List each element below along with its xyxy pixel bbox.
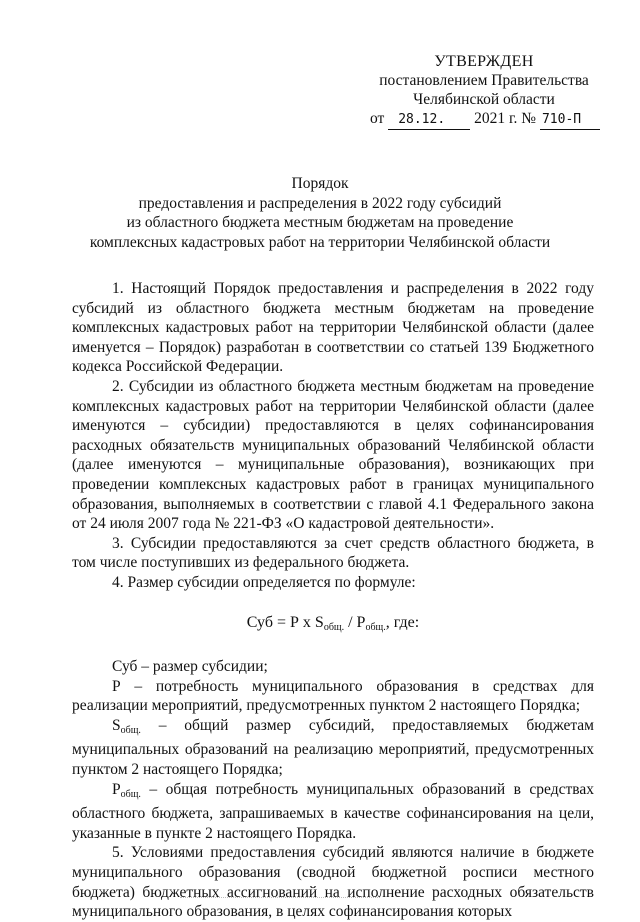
paragraph-5: 5. Условиями предоставления субсидий являются наличие в бюджете муниципального образования (сводной бюджетной росписи местного бюджета) бюджетных ассигнований на исполнение расходных обязательств муниципального образования, в целях софинансирования которых [72, 844, 594, 921]
approval-line-2: Челябинской области [413, 91, 555, 108]
formula-left: Суб = Р х S [246, 613, 324, 631]
heading-line-2: предоставления и распределения в 2022 году субсидий [138, 194, 502, 212]
definition-sub: Суб – размер субсидии; [112, 658, 268, 676]
approval-title: УТВЕРЖДЕН [434, 53, 534, 70]
approval-block [360, 52, 608, 130]
definition-p: Р – потребность муниципального образования в средствах для реализации мероприятий, предусмотренных пунктом 2 настоящего Порядка; [72, 677, 594, 715]
paragraph-2: 2. Субсидии из областного бюджета местным бюджетам на проведение комплексных кадастровых работ на территории Челябинской области (далее именуются – субсидии) предоставляются в целях софинансирования расходных обязательств муниципальных образований Челябинской области (далее именуются – муниципальные образования), возникающих при проведении комплексных кадастровых работ в границах муниципального образования, выполняемых в соответствии с главой 4.1 Федерального закона от 24 июля 2007 года № 221-ФЗ «О кадастровой деятельности». [72, 377, 594, 533]
definition-r-total [72, 780, 594, 844]
formula-right: , где: [385, 613, 420, 631]
document-heading [40, 174, 600, 252]
heading-line-1: Порядок [291, 175, 349, 192]
paragraph-4: 4. Размер субсидии определяется по формуле: [112, 573, 416, 591]
approval-number: 710-П [540, 110, 600, 130]
def-s-symbol: S [112, 716, 121, 734]
definition-s-total [72, 716, 594, 780]
approval-date: 28.12. [388, 110, 470, 130]
def-s-text: – общий размер субсидий, предоставляемых бюджетам муниципальных образований на реализацию мероприятий, предусмотренных пунктом 2 настоящего Порядка; [72, 716, 594, 779]
formula-sub-1: общ. [323, 621, 345, 633]
heading-line-3: из областного бюджета местным бюджетам на проведение [126, 214, 514, 231]
def-r-text: – общая потребность муниципальных образований в средствах областного бюджета, запрашиваемых в качестве софинансирования на цели, указанные в пункте 2 настоящего Порядка. [72, 780, 594, 842]
document-body [72, 279, 594, 922]
heading-line-4: комплексных кадастровых работ на территории Челябинской области [89, 233, 551, 251]
approval-from: от [370, 110, 385, 127]
paragraph-1: 1. Настоящий Порядок предоставления и распределения в 2022 году субсидий из областного бюджета местным бюджетам на проведение комплексных кадастровых работ на территории Челябинской области (далее именуется – Порядок) разработан в соответствии со статьей 139 Бюджетного кодекса Российской Федерации. [72, 280, 594, 376]
approval-date-line [370, 109, 608, 130]
def-r-symbol: Р [112, 780, 121, 798]
formula-mid: / Р [344, 613, 366, 631]
formula-sub-2: общ. [365, 621, 386, 633]
def-s-index: общ. [120, 724, 141, 736]
def-r-index: общ. [120, 788, 141, 800]
approval-line-1: постановлением Правительства [379, 72, 589, 89]
page-bottom-divider [180, 897, 380, 901]
subsidy-formula [72, 613, 594, 638]
paragraph-3: 3. Субсидии предоставляются за счет средств областного бюджета, в том числе поступивших из федерального бюджета. [72, 534, 594, 572]
approval-year: 2021 г. № [474, 110, 537, 127]
